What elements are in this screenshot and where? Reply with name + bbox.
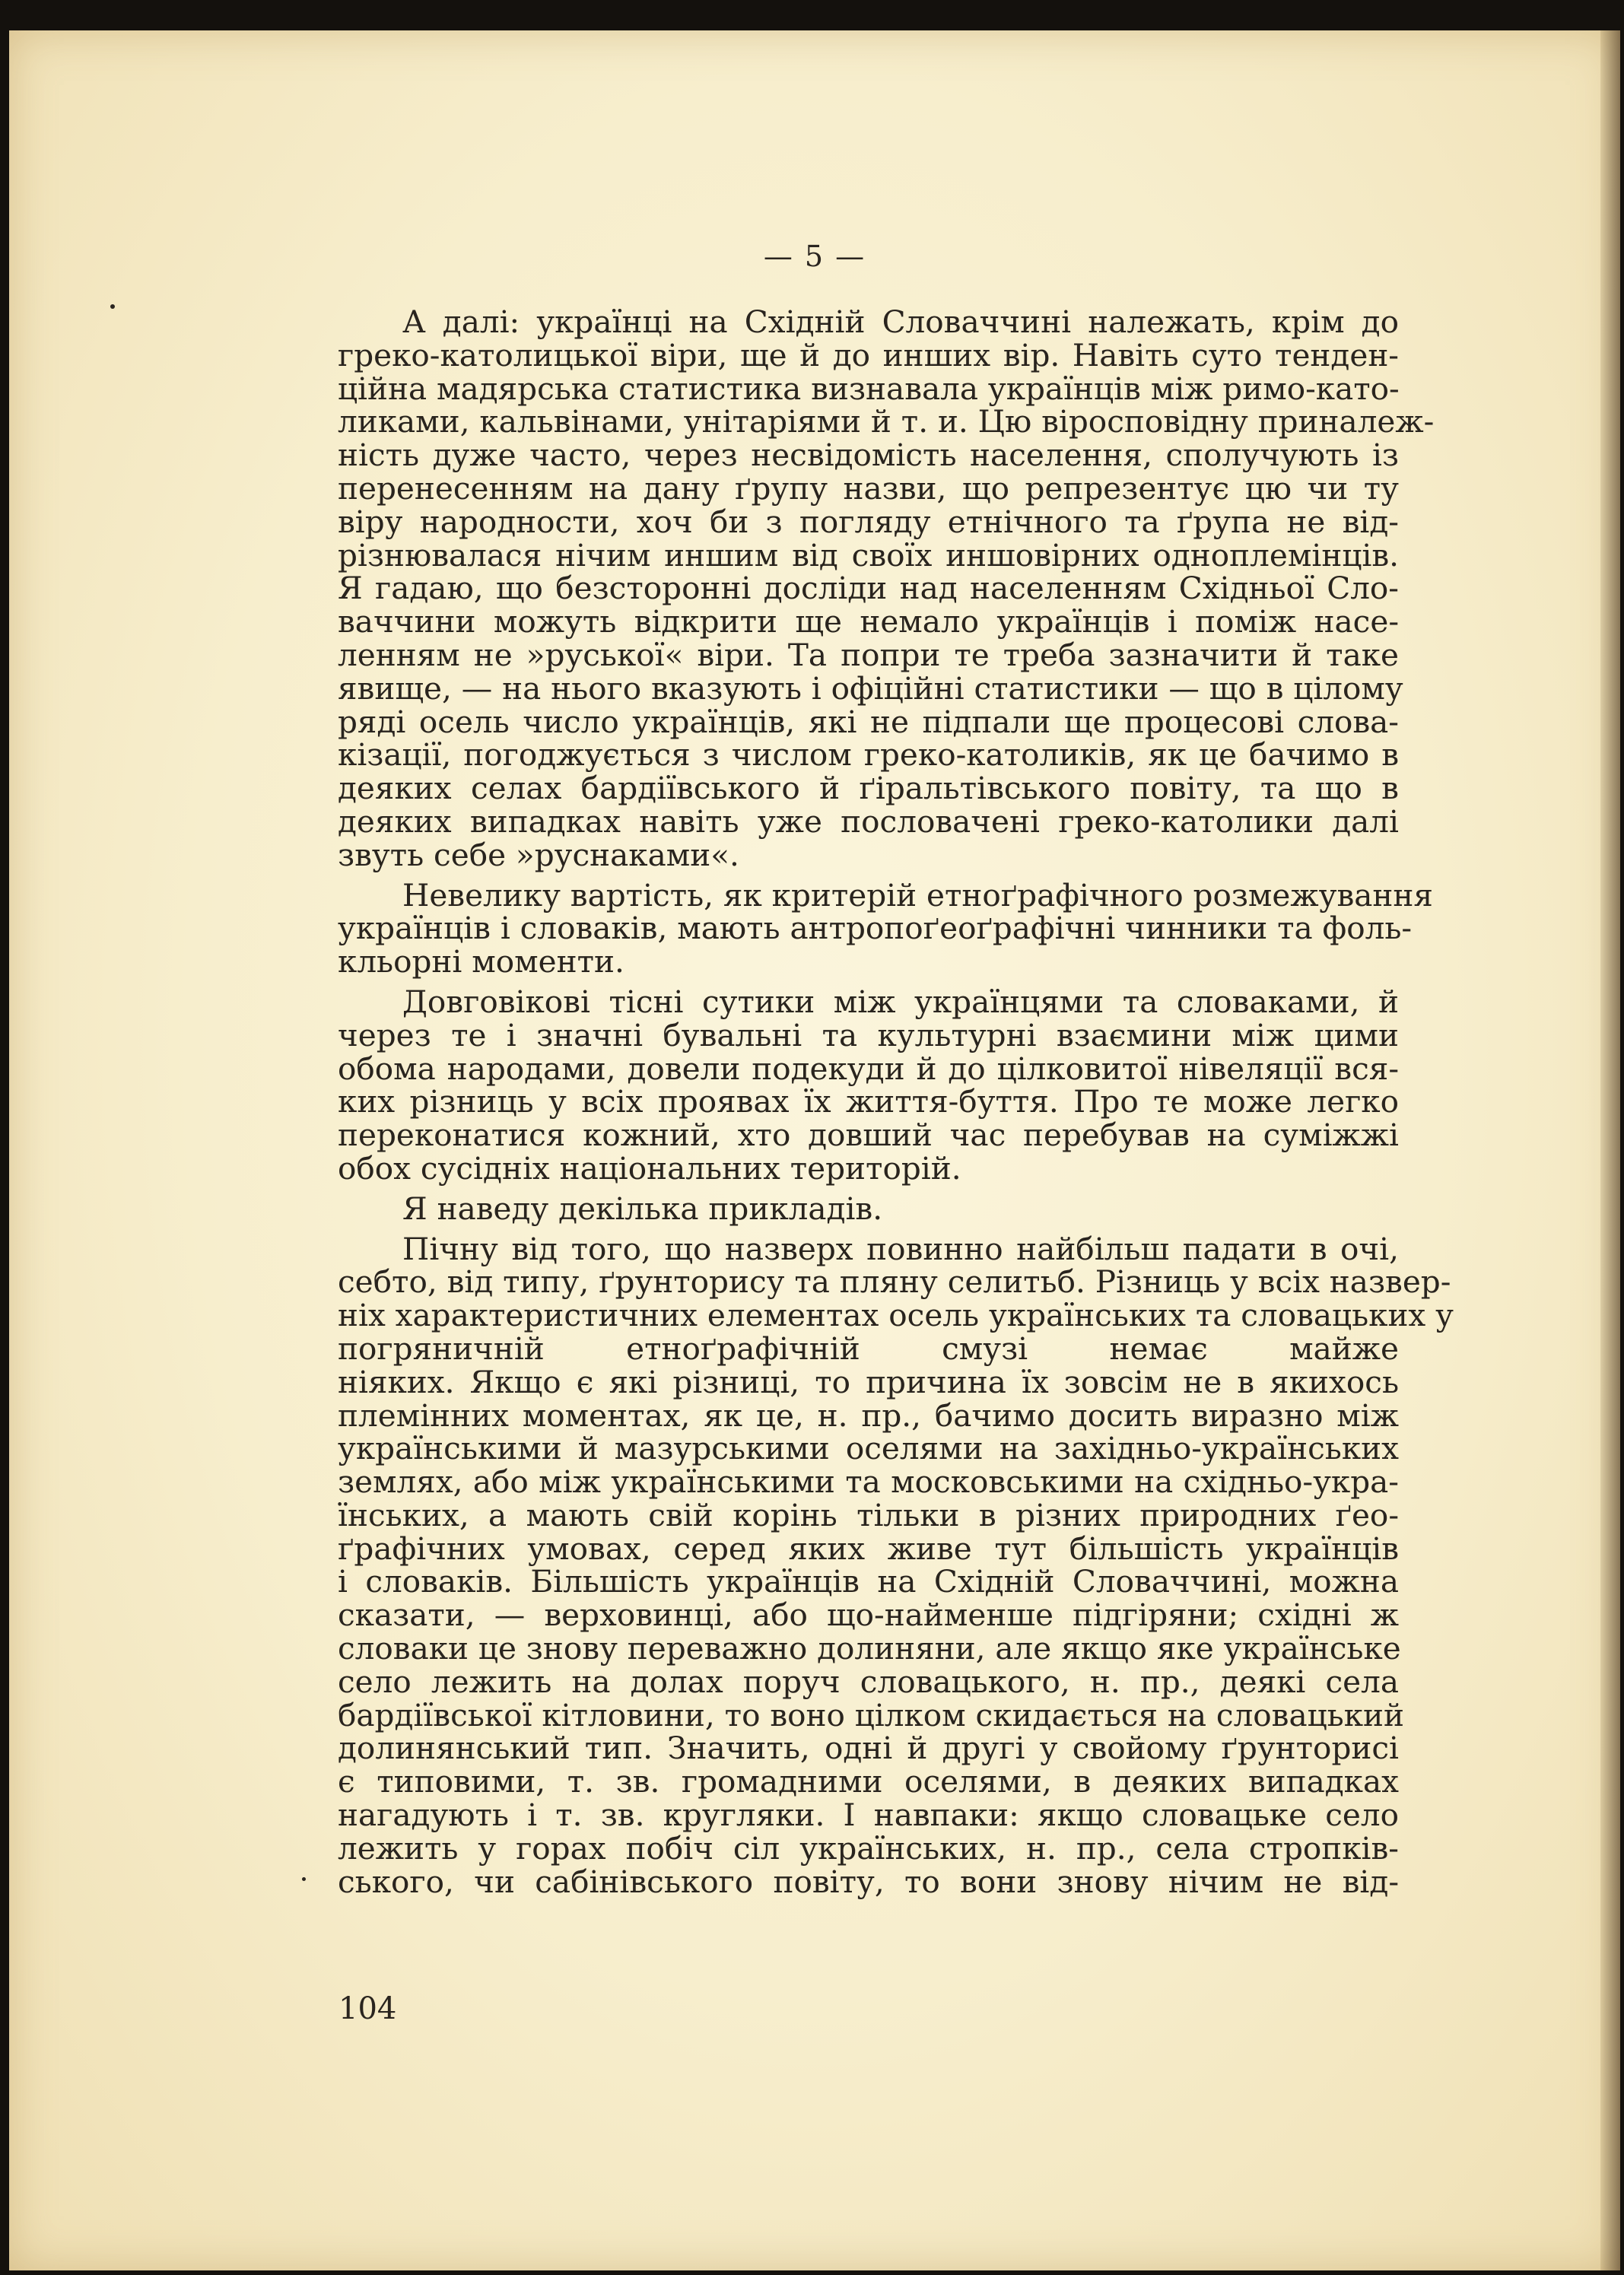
text-line: словаки це знову переважно долиняни, але якщо яке українське — [338, 1630, 1401, 1667]
text-line: лежить у горах побіч сіл українських, н. пр., села стропків- — [338, 1829, 1399, 1867]
text-line: Довговікові тісні сутики між українцями та словаками, й — [402, 983, 1399, 1020]
text-line: ність дуже часто, через несвідомість населення, сполучують із — [338, 437, 1399, 474]
text-line: племінних моментах, як це, н. пр., бачимо досить виразно між — [338, 1396, 1399, 1434]
text-line: віру народности, хоч би з погляду етнічного та ґрупа не від- — [338, 503, 1399, 540]
page-binding-shadow — [1600, 30, 1620, 2270]
text-line: Я наведу декілька прикладів. — [402, 1190, 883, 1227]
text-line: ського, чи сабінівського повіту, то вони знову нічим не від- — [338, 1863, 1399, 1900]
text-line: село лежить на долах поруч словацького, н. пр., деякі села — [338, 1663, 1399, 1700]
text-line: Пічну від того, що назверх повинно найбільш падати в очі, — [402, 1230, 1399, 1267]
text-line: різнювалася нічим иншим від своїх иншовірних одноплемінців. — [338, 536, 1399, 574]
text-line: Я гадаю, що безсторонні досліди над населенням Східньої Сло- — [338, 570, 1399, 607]
text-line: А далі: українці на Східній Словаччині належать, крім до — [402, 303, 1399, 340]
text-line: долинянський тип. Значить, одні й другі у свойому ґрунторисі — [338, 1730, 1399, 1767]
book-page — [9, 30, 1620, 2270]
text-line: українців і словаків, мають антропоґеоґрафічні чинники та фоль- — [338, 910, 1413, 947]
text-line: Невелику вартість, як критерій етноґрафічного розмежування — [402, 876, 1433, 913]
text-line: ніяких. Якщо є які різниці, то причина їх зовсім не в якихось — [338, 1363, 1399, 1400]
text-line: українськими й мазурськими оселями на західньо-українських — [338, 1430, 1399, 1467]
text-line: погряничній етноґрафічній смузі немає майже — [338, 1330, 1399, 1367]
text-line: ваччини можуть відкрити ще немало українців і поміж насе- — [338, 603, 1399, 640]
text-line: деяких випадках навіть уже пословачені греко-католики далі — [338, 802, 1399, 840]
text-line: явище, — на нього вказують і офіційні статистики — що в цілому — [338, 669, 1403, 707]
text-line: деяких селах бардіївського й ґіральтівського повіту, та що в — [338, 770, 1399, 807]
text-line: обома народами, довели подекуди й до цілковитої нівеляції вся- — [338, 1050, 1399, 1087]
text-line: через те і значні бувальні та культурні взаємини між цими — [338, 1016, 1399, 1053]
text-line: ликами, кальвінами, унітаріями й т. и. Цю віросповідну приналеж- — [338, 403, 1435, 440]
text-line: землях, або між українськими та московськими на східньо-укра- — [338, 1463, 1399, 1501]
text-line: звуть себе »руснаками«. — [338, 836, 739, 873]
ink-speck — [110, 304, 115, 309]
text-line: кльорні моменти. — [338, 943, 624, 980]
text-line: їнських, а мають свій корінь тільки в різних природних ґео- — [338, 1496, 1399, 1533]
text-line: себто, від типу, ґрунторису та пляну селитьб. Різниць у всіх назвер- — [338, 1263, 1451, 1301]
text-line: ніх характеристичних елементах осель українських та словацьких у — [338, 1297, 1454, 1334]
text-line: ґрафічних умовах, серед яких живе тут більшість українців — [338, 1530, 1399, 1567]
text-line: ких різниць у всіх проявах їх життя-буття. Про те може легко — [338, 1083, 1399, 1120]
text-line: переконатися кожний, хто довший час перебував на суміжжі — [338, 1117, 1399, 1154]
text-line: греко-католицької віри, ще й до инших вір. Навіть суто тенден- — [338, 336, 1399, 373]
text-line: нагадують і т. зв. кругляки. І навпаки: якщо словацьке село — [338, 1797, 1399, 1834]
text-line: ряді осель число українців, які не підпали ще процесові слова- — [338, 703, 1399, 740]
text-line: обох сусідніх національних територій. — [338, 1149, 961, 1187]
body-text — [338, 303, 1454, 1900]
text-line: перенесенням на дану ґрупу назви, що репрезентує цю чи ту — [338, 469, 1399, 507]
page-header: — 5 — — [763, 240, 866, 273]
text-line: бардіївської кітловини, то воно цілком скидається на словацький — [338, 1696, 1405, 1733]
ink-speck — [302, 1877, 306, 1881]
page-footer-number: 104 — [338, 1991, 397, 2026]
text-line: є типовими, т. зв. громадними оселями, в деяких випадках — [338, 1763, 1399, 1800]
text-line: ційна мадярська статистика визнавала українців між римо-като- — [338, 370, 1400, 407]
text-line: і словаків. Більшість українців на Східній Словаччині, можна — [338, 1563, 1399, 1600]
text-line: сказати, — верховинці, або що-найменше підгіряни; східні ж — [338, 1597, 1399, 1634]
text-line: ленням не »руської« віри. Та попри те треба зазначити й таке — [338, 636, 1399, 673]
text-line: кізації, погоджується з числом греко-католиків, як це бачимо в — [338, 736, 1399, 774]
